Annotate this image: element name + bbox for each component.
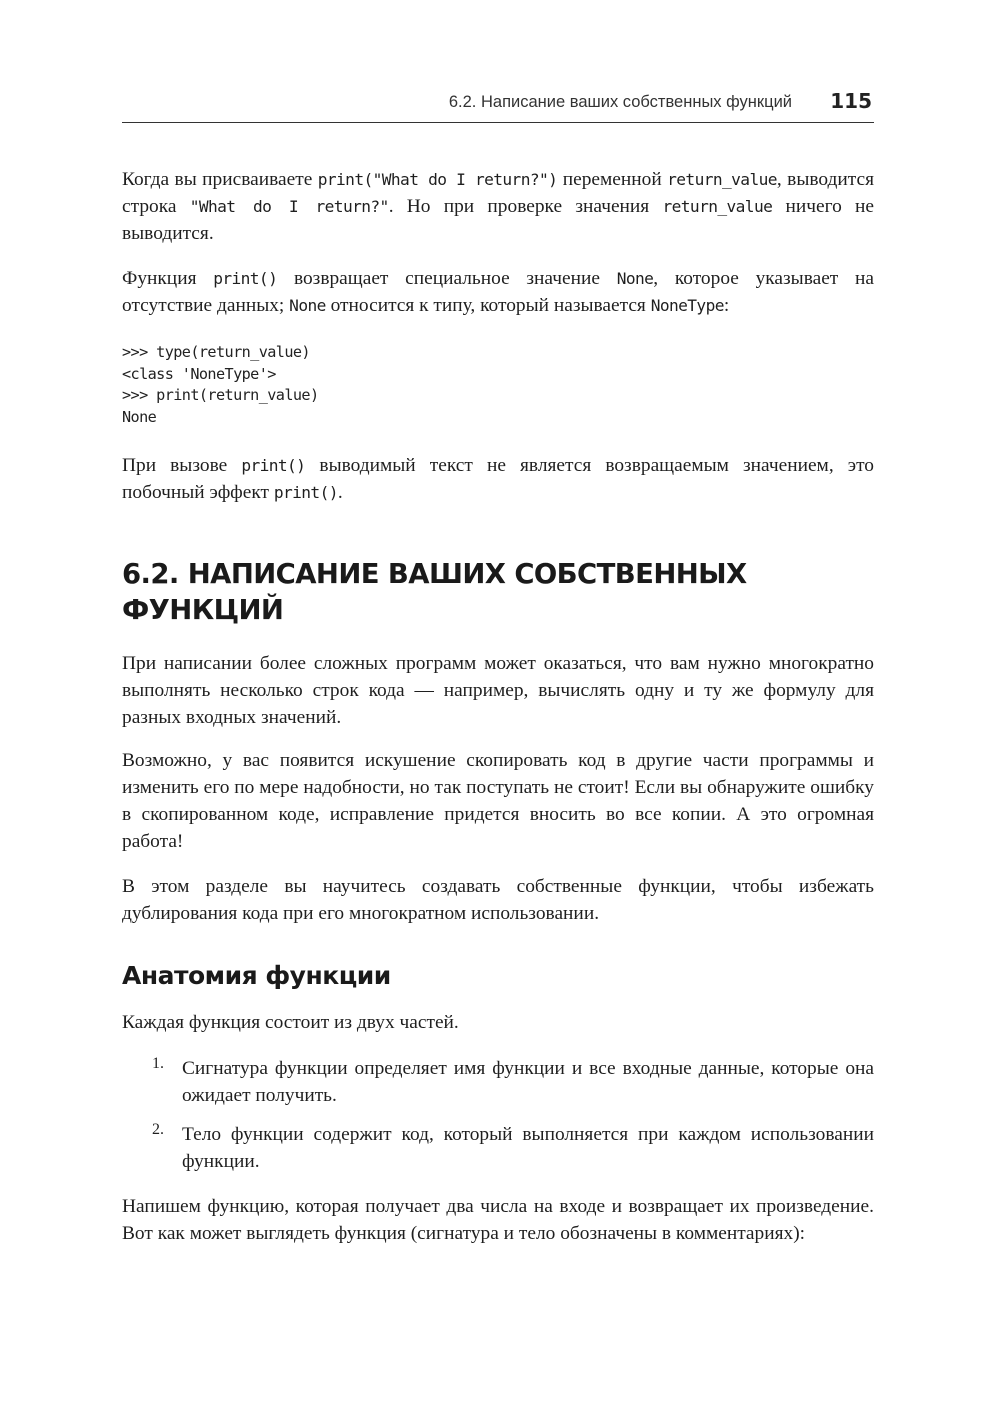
inline-code: NoneType [650, 296, 724, 315]
subsection-heading: Анатомия функции [122, 961, 391, 990]
inline-code: print() [273, 483, 338, 502]
paragraph-intro: При написании более сложных программ может оказаться, что вам нужно многократно выполнять несколько строк кода — например, вычислять одну и ту же формулу для разных входных значений. [122, 653, 874, 728]
inline-code: print("What do I return?") [317, 170, 558, 189]
paragraph-return-value: Когда вы присваиваете print("What do I return?") переменной return_value, выводится строка "What do I return?". Но при проверке значения return_value ничего не выводится. [122, 169, 874, 244]
list-number: 2. [152, 1121, 164, 1138]
inline-code: None [616, 269, 654, 288]
page-number: 115 [830, 89, 872, 113]
code-line: >>> print(return_value) [122, 386, 319, 404]
code-block [122, 342, 874, 428]
inline-code: "What do I return?" [189, 197, 389, 216]
section-heading: 6.2. НАПИСАНИЕ ВАШИХ СОБСТВЕННЫХ ФУНКЦИЙ [122, 558, 747, 626]
list-item-text: Сигнатура функции определяет имя функции и все входные данные, которые она ожидает получить. [182, 1058, 874, 1106]
inline-code: return_value [667, 170, 777, 189]
list-item [122, 1055, 874, 1109]
running-header [122, 88, 874, 123]
code-line: <class 'NoneType'> [122, 364, 276, 383]
paragraph-example-intro: Напишем функцию, которая получает два числа на входе и возвращает их произведение. Вот как может выглядеть функция (сигнатура и тело обозначены в комментариях): [122, 1196, 874, 1244]
code-line: >>> type(return_value) [122, 343, 310, 361]
code-line: None [122, 407, 157, 426]
paragraph-none-type: Функция print() возвращает специальное значение None, которое указывает на отсутствие данных; None относится к типу, который называется NoneType: [122, 268, 874, 316]
list-item [122, 1121, 874, 1175]
running-header-title: 6.2. Написание ваших собственных функций [448, 93, 792, 111]
inline-code: print() [241, 456, 306, 475]
list-number: 1. [152, 1055, 164, 1072]
list-item-text: Тело функции содержит код, который выполняется при каждом использовании функции. [182, 1124, 874, 1172]
paragraph-copy-warning: Возможно, у вас появится искушение скопировать код в другие части программы и изменить его по мере надобности, но так поступать не стоит! Если вы обнаружите ошибку в скопированном коде, исправление придется вносить во все копии. А это огромная работа! [122, 750, 874, 852]
paragraph-two-parts: Каждая функция состоит из двух частей. [122, 1012, 459, 1033]
paragraph-side-effect: При вызове print() выводимый текст не является возвращаемым значением, это побочный эффект print(). [122, 455, 874, 503]
numbered-list [122, 1055, 874, 1175]
inline-code: None [289, 296, 326, 315]
inline-code: print() [213, 269, 278, 288]
inline-code: return_value [662, 197, 773, 216]
paragraph-section-goal: В этом разделе вы научитесь создавать собственные функции, чтобы избежать дублирования кода при его многократном использовании. [122, 876, 874, 924]
